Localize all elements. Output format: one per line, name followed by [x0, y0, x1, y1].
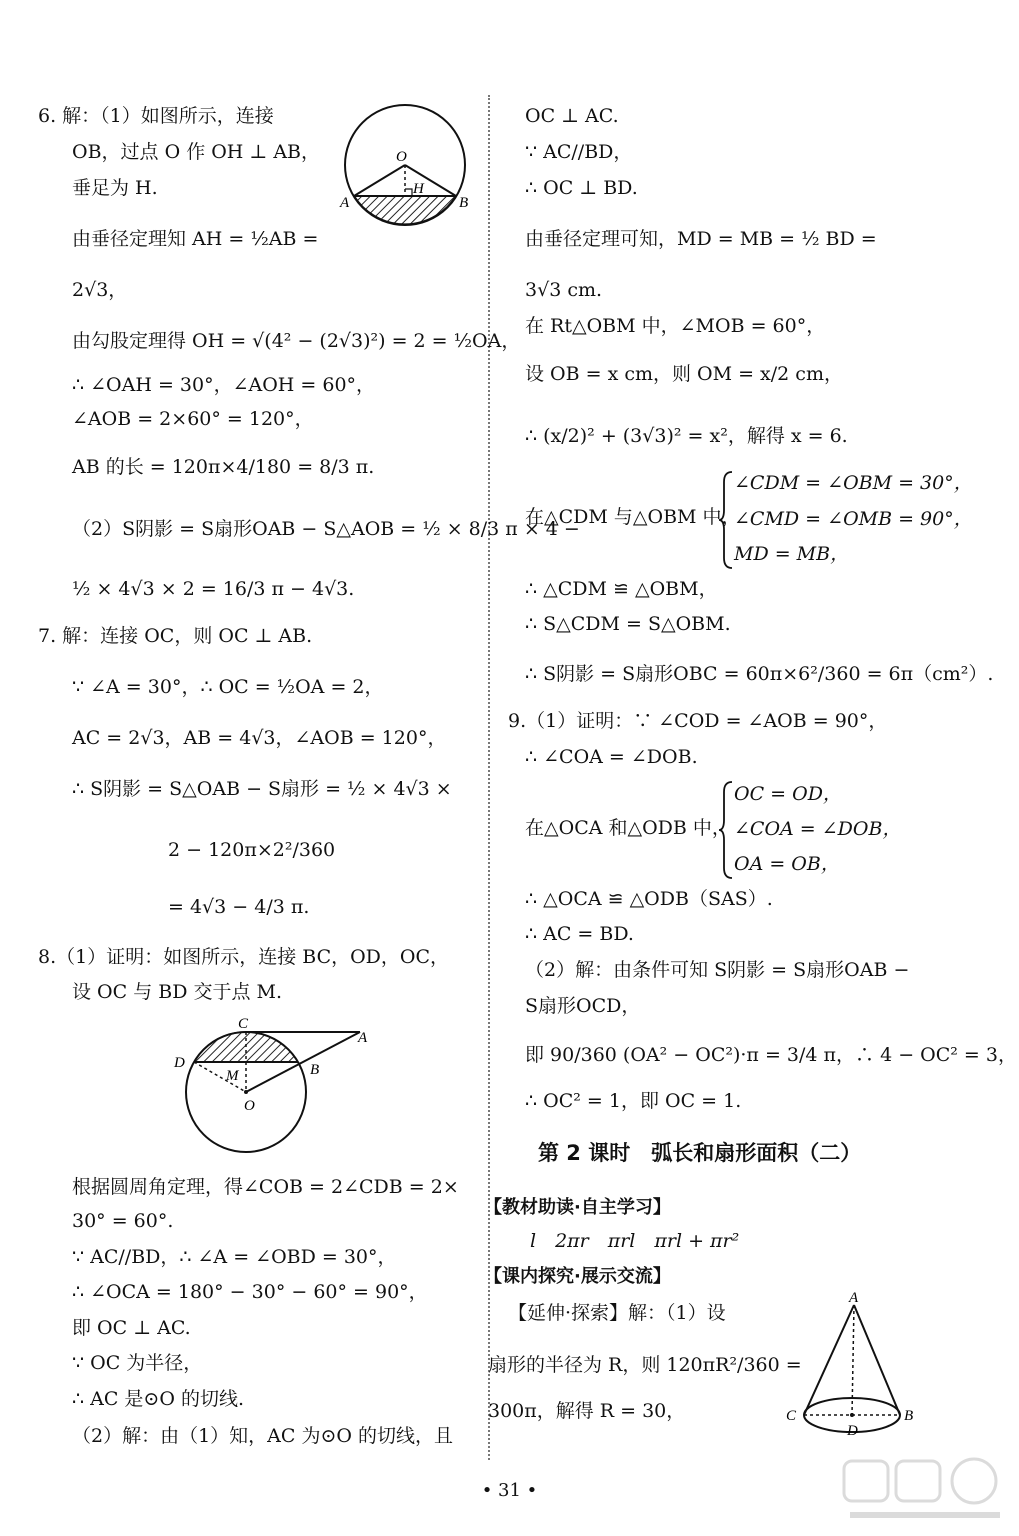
brace-icon: [718, 780, 734, 880]
text-line: = 4√3 − 4/3 π.: [168, 896, 310, 918]
text-line: 即 90/360 (OA² − OC²)·π = 3/4 π，∴ 4 − OC² = 3，: [525, 1044, 1017, 1066]
tangent-circle-figure: [168, 1012, 378, 1172]
page-number: • 31 •: [481, 1480, 538, 1501]
text-line: ∴ S阴影 = S扇形OBC = 60π×6²/360 = 6π（cm²）.: [525, 663, 994, 685]
text-line: ∴ ∠COA = ∠DOB.: [525, 746, 698, 768]
text-line: 由垂径定理知 AH = ½AB =: [72, 228, 319, 250]
text-line: ∵ OC 为半径，: [72, 1352, 203, 1374]
label-c: C: [238, 1016, 249, 1032]
label-d: D: [847, 1423, 858, 1439]
text-line: 6. 解：（1）如图所示，连接: [38, 105, 274, 127]
circle-segment-figure: [335, 95, 485, 240]
text-line: 8.（1）证明：如图所示，连接 BC，OD，OC，: [38, 946, 450, 968]
text-line: ∠CMD = ∠OMB = 90°，: [734, 508, 973, 530]
label-a: A: [340, 195, 350, 211]
text-line: 在△CDM 与△OBM 中，: [525, 506, 741, 528]
text-line: 300π，解得 R = 30，: [488, 1400, 686, 1422]
label-d: D: [174, 1055, 185, 1071]
text-line: 30° = 60°.: [72, 1210, 174, 1232]
answer-line: l 2πr πrl πrl + πr²: [530, 1230, 740, 1252]
text-line: ∴ △OCA ≌ △ODB（SAS）.: [525, 888, 773, 910]
text-line: 扇形的半径为 R，则 120πR²/360 =: [488, 1354, 802, 1376]
text-line: （2）解：由条件可知 S阴影 = S扇形OAB −: [525, 959, 910, 981]
label-h: H: [413, 181, 424, 197]
text-line: （2）S阴影 = S扇形OAB − S△AOB = ½ × 8/3 π × 4 −: [72, 518, 580, 540]
text-line: 7. 解：连接 OC，则 OC ⊥ AB.: [38, 625, 313, 647]
label-o: O: [396, 149, 407, 165]
label-c: C: [786, 1408, 797, 1424]
text-line: ∴ ∠OAH = 30°，∠AOH = 60°，: [72, 374, 376, 396]
section-heading: 【课内探究·展示交流】: [484, 1266, 671, 1287]
text-line: 由勾股定理得 OH = √(4² − (2√3)²) = 2 = ½OA，: [72, 330, 521, 352]
text-line: 由垂径定理可知，MD = MB = ½ BD =: [525, 228, 877, 250]
text-line: 即 OC ⊥ AC.: [72, 1317, 191, 1339]
text-line: 设 OB = x cm，则 OM = x/2 cm，: [525, 363, 843, 385]
text-line: ∵ AC//BD，∴ ∠A = ∠OBD = 30°，: [72, 1246, 397, 1268]
text-line: ∠CDM = ∠OBM = 30°，: [734, 472, 973, 494]
text-line: AB 的长 = 120π×4/180 = 8/3 π.: [72, 456, 375, 478]
text-line: ∴ OC² = 1，即 OC = 1.: [525, 1090, 742, 1112]
text-line: ∴ (x/2)² + (3√3)² = x²，解得 x = 6.: [525, 425, 848, 447]
text-line: OC ⊥ AC.: [525, 105, 619, 127]
text-line: 垂足为 H.: [72, 177, 158, 199]
label-a: A: [358, 1030, 368, 1046]
brace-icon: [718, 470, 734, 570]
text-line: OB，过点 O 作 OH ⊥ AB，: [72, 141, 321, 163]
label-m: M: [226, 1068, 239, 1084]
text-line: 在 Rt△OBM 中，∠MOB = 60°，: [525, 315, 826, 337]
text-line: 9.（1）证明：∵ ∠COD = ∠AOB = 90°，: [508, 710, 888, 732]
text-line: ∴ S△CDM = S△OBM.: [525, 613, 731, 635]
text-line: AC = 2√3，AB = 4√3，∠AOB = 120°，: [72, 727, 447, 749]
text-line: ∴ AC = BD.: [525, 923, 634, 945]
text-line: ∵ ∠A = 30°，∴ OC = ½OA = 2，: [72, 676, 384, 698]
label-b: B: [904, 1408, 914, 1424]
text-line: ∵ AC//BD，: [525, 141, 633, 163]
text-line: ∴ S阴影 = S△OAB − S扇形 = ½ × 4√3 ×: [72, 778, 452, 800]
text-line: ∴ ∠OCA = 180° − 30° − 60° = 90°，: [72, 1281, 428, 1303]
text-line: ∠COA = ∠DOB，: [734, 818, 902, 840]
section-title: 第 2 课时 弧长和扇形面积（二）: [538, 1141, 862, 1165]
text-line: ∴ OC ⊥ BD.: [525, 177, 638, 199]
cone-figure: [780, 1290, 920, 1450]
watermark-logo-icon: [840, 1455, 1015, 1535]
text-line: 3√3 cm.: [525, 279, 603, 301]
text-line: ½ × 4√3 × 2 = 16/3 π − 4√3.: [72, 578, 355, 600]
label-a: A: [849, 1290, 859, 1306]
text-line: 根据圆周角定理，得∠COB = 2∠CDB = 2×: [72, 1176, 459, 1198]
text-line: 2√3，: [72, 279, 128, 301]
text-line: 【延伸·探索】解：（1）设: [508, 1302, 726, 1324]
text-line: （2）解：由（1）知，AC 为⊙O 的切线，且: [72, 1425, 454, 1447]
label-b: B: [310, 1062, 320, 1078]
text-line: OA = OB，: [734, 853, 840, 875]
text-line: MD = MB，: [734, 543, 850, 565]
text-line: 设 OC 与 BD 交于点 M.: [72, 981, 283, 1003]
section-heading: 【教材助读·自主学习】: [484, 1197, 671, 1218]
text-line: ∴ AC 是⊙O 的切线.: [72, 1388, 245, 1410]
text-line: OC = OD，: [734, 783, 842, 805]
text-line: ∴ △CDM ≌ △OBM，: [525, 578, 718, 600]
column-divider: [488, 95, 490, 1460]
text-line: 在△OCA 和△ODB 中，: [525, 817, 731, 839]
text-line: 2 − 120π×2²/360: [168, 839, 336, 861]
label-o: O: [244, 1098, 255, 1114]
text-line: S扇形OCD，: [525, 995, 641, 1017]
label-b: B: [459, 195, 469, 211]
text-line: ∠AOB = 2×60° = 120°，: [72, 408, 314, 430]
